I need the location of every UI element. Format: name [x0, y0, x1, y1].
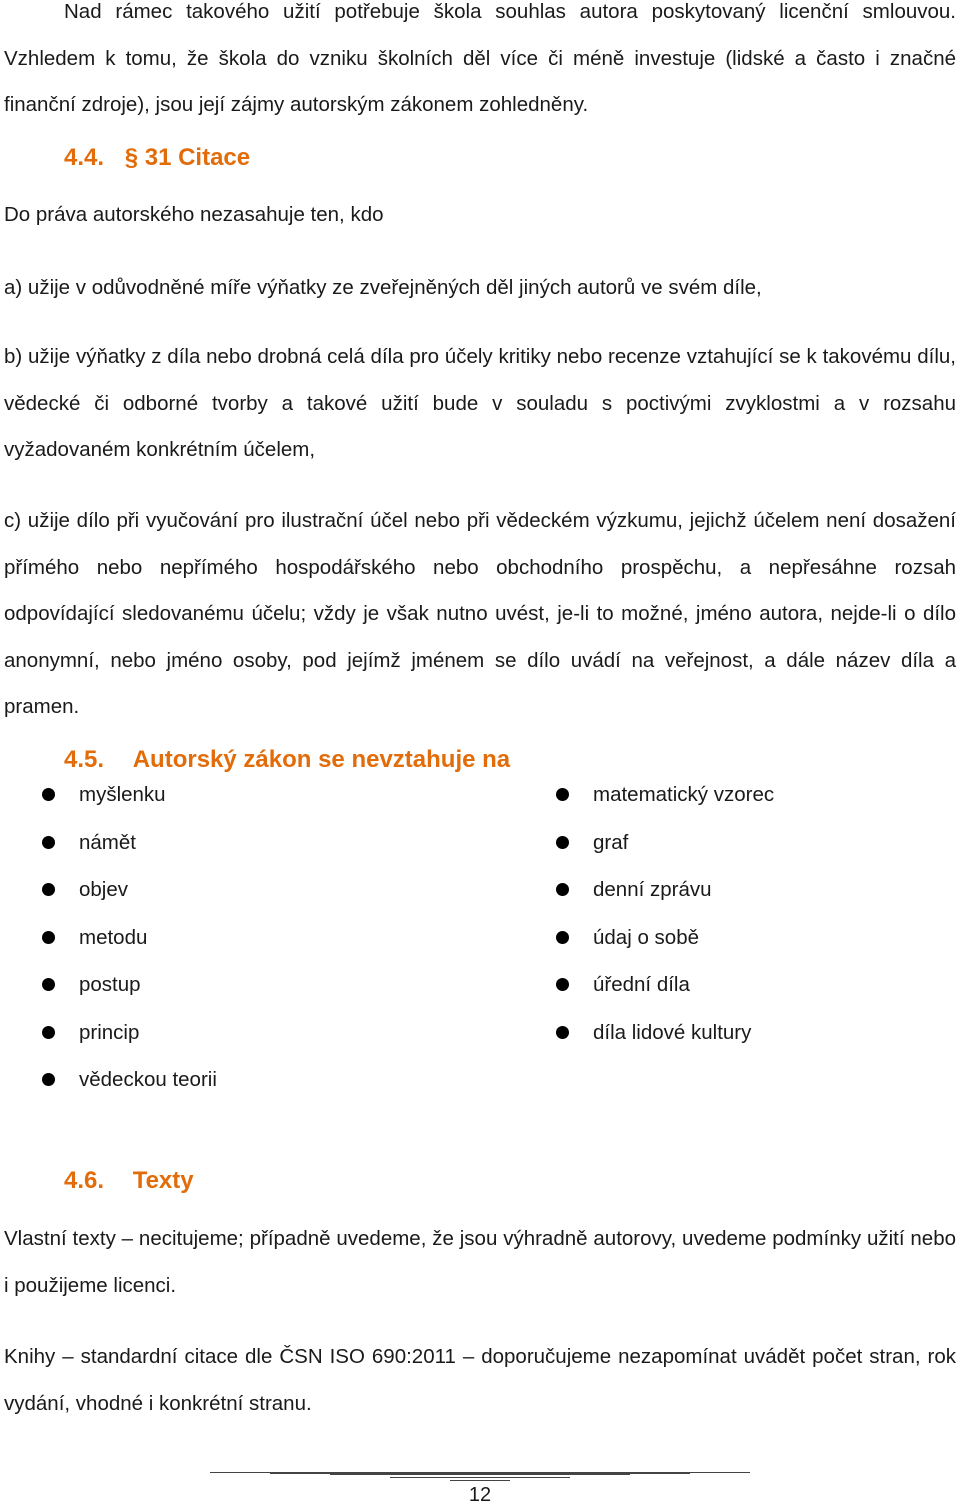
list-item-label: úřední díla	[593, 973, 690, 996]
list-item-label: námět	[79, 830, 136, 854]
citation-item-a: a) užije v odůvodněné míře výňatky ze zveřejněných děl jiných autorů ve svém díle,	[4, 276, 762, 299]
list-item	[40, 828, 217, 876]
list-item	[554, 923, 774, 971]
bullet-icon	[42, 836, 55, 849]
list-item	[40, 970, 217, 1018]
list-item-label: údaj o sobě	[593, 925, 700, 949]
footer-divider	[0, 1472, 960, 1482]
list-item-label: princip	[79, 1020, 140, 1044]
list-item-label: díla lidové kultury	[593, 1020, 752, 1044]
section-number: 4.5.	[64, 746, 105, 773]
list-item	[554, 970, 774, 1018]
list-item-label: denní zprávu	[593, 878, 712, 901]
section-title: Texty	[132, 1167, 194, 1194]
list-item	[40, 875, 217, 923]
exclusion-list-left	[40, 780, 217, 1113]
list-item-label: matematický vzorec	[593, 783, 775, 806]
list-item	[554, 780, 774, 828]
bullet-icon	[42, 978, 55, 991]
list-item	[40, 780, 217, 828]
texts-paragraph: Vlastní texty – necitujeme; případně uvedeme, že jsou výhradně autorovy, uvedeme podmínky užití nebo i použijeme licenci.	[4, 1227, 956, 1297]
bullet-icon	[556, 978, 569, 991]
list-item-label: objev	[79, 878, 129, 901]
list-item	[554, 828, 774, 876]
list-item-label: graf	[593, 830, 629, 854]
intro-paragraph: Nad rámec takového užití potřebuje škola souhlas autora poskytovaný licenční smlouvou. Vzhledem k tomu, že škola do vzniku školních děl více či méně investuje (lidské a často i značné finanční zdroje), jsou její zájmy autorským zákonem zohledněny.	[4, 0, 956, 116]
section-number: 4.4.	[64, 144, 105, 171]
section-title: Autorský zákon se nevztahuje na	[132, 746, 511, 773]
citation-item-b: b) užije výňatky z díla nebo drobná celá díla pro účely kritiky nebo recenze vztahující se k takovému dílu, vědecké či odborné tvorby a takové užití bude v souladu s poctivými zvyklostmi a v rozsahu vyžadovaném konkrétním účelem,	[4, 345, 956, 461]
list-item-label: myšlenku	[79, 783, 166, 806]
list-item	[40, 1018, 217, 1066]
bullet-icon	[556, 788, 569, 801]
bullet-icon	[556, 1026, 569, 1039]
list-item	[40, 923, 217, 971]
section-heading-4-5	[64, 745, 510, 775]
page-number: 12	[468, 1484, 492, 1506]
list-item	[554, 875, 774, 923]
bullet-icon	[556, 836, 569, 849]
section-title: § 31 Citace	[124, 144, 251, 171]
bullet-icon	[42, 931, 55, 944]
list-item	[40, 1065, 217, 1113]
citation-item-c: c) užije dílo při vyučování pro ilustrační účel nebo při vědeckém výzkumu, jejichž účelem není dosažení přímého nebo nepřímého hospodářského nebo obchodního prospěchu, a nepřesáhne rozsah odpovídající sledovanému účelu; vždy je však nutno uvést, je-li to možné, jméno autora, nejde-li o dílo anonymní, nebo jméno osoby, pod jejímž jménem se dílo uvádí na veřejnost, a dále název díla a pramen.	[4, 509, 956, 718]
list-item-label: metodu	[79, 925, 148, 949]
bullet-icon	[42, 1026, 55, 1039]
section-number: 4.6.	[64, 1167, 105, 1194]
citation-lead: Do práva autorského nezasahuje ten, kdo	[4, 203, 384, 226]
section-heading-4-6	[64, 1166, 194, 1196]
exclusion-list-right	[554, 780, 774, 1065]
bullet-icon	[42, 883, 55, 896]
section-heading-4-4	[64, 143, 250, 173]
list-item	[554, 1018, 774, 1066]
bullet-icon	[556, 883, 569, 896]
books-paragraph: Knihy – standardní citace dle ČSN ISO 690:2011 – doporučujeme nezapomínat uvádět počet stran, rok vydání, vhodné i konkrétní stranu.	[4, 1345, 956, 1415]
bullet-icon	[42, 788, 55, 801]
list-item-label: vědeckou teorii	[79, 1068, 217, 1091]
bullet-icon	[556, 931, 569, 944]
list-item-label: postup	[79, 973, 141, 996]
bullet-icon	[42, 1073, 55, 1086]
